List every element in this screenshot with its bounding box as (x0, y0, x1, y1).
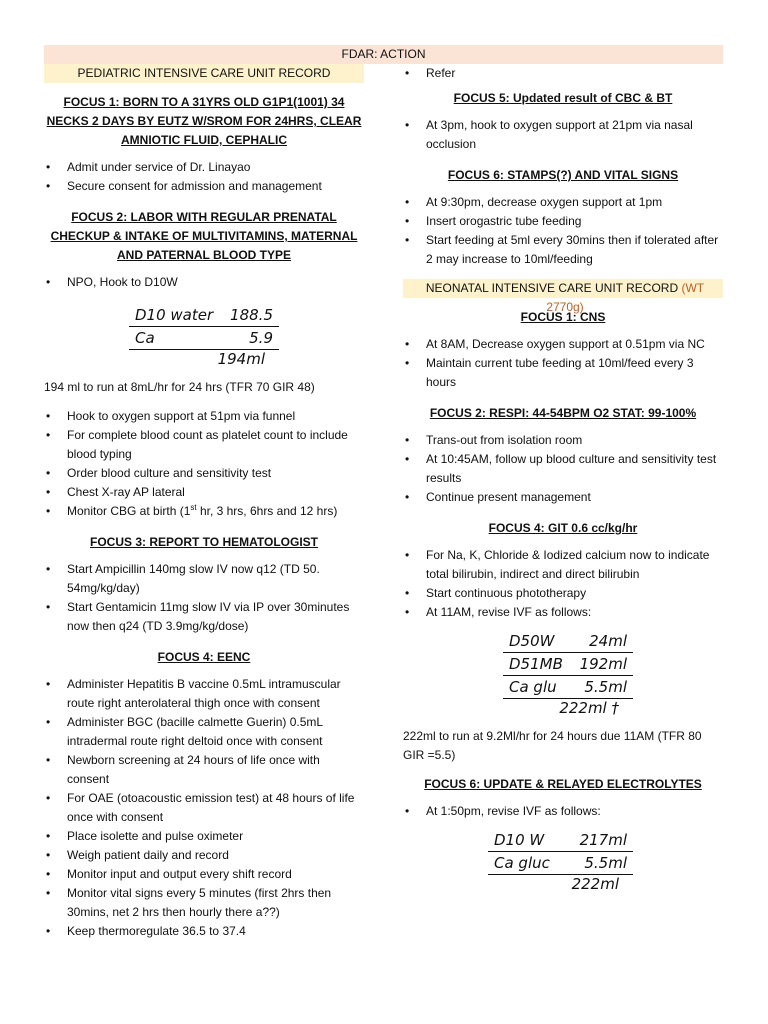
list-item: • Administer BGC (bacille calmette Guerin) 0.5mL intradermal route right deltoid once with consent (44, 713, 364, 751)
nicu-focus-2-list (403, 431, 723, 507)
hw-item-name: D50W (509, 632, 555, 650)
list-item: • Admit under service of Dr. Linayao (44, 158, 364, 177)
hw-item-amount: 188.5 (230, 306, 273, 324)
list-item: • Weigh patient daily and record (44, 846, 364, 865)
hw-total: 194ml (217, 350, 265, 368)
list-item: • Monitor vital signs every 5 minutes (first 2hrs then 30mins, net 2 hrs then hourly there a??) (44, 884, 364, 922)
left-column (44, 64, 364, 941)
hw-row (488, 829, 633, 852)
run-rate-note-1: 194 ml to run at 8mL/hr for 24 hrs (TFR 70 GIR 48) (44, 380, 315, 394)
focus-5-heading: FOCUS 5: Updated result of CBC & BT (453, 91, 673, 105)
focus-5-list (403, 116, 723, 154)
list-item: • Hook to oxygen support at 51pm via funnel (44, 407, 364, 426)
hw-item-amount: 217ml (579, 831, 627, 849)
hw-total: 222ml † (559, 699, 619, 717)
handwritten-ivf-table-2 (503, 630, 633, 719)
list-item: • At 1:50pm, revise IVF as follows: (403, 802, 723, 821)
list-item: • At 8AM, Decrease oxygen support at 0.51pm via NC (403, 335, 723, 354)
focus-2-list-a (44, 273, 364, 292)
cbg-list-item (44, 502, 364, 521)
hw-item-name: D10 water (135, 306, 214, 324)
list-item: • At 11AM, revise IVF as follows: (403, 603, 723, 622)
focus-4-list (44, 675, 364, 941)
focus-1-heading: FOCUS 1: BORN TO A 31YRS OLD G1P1(1001) 34 NECKS 2 DAYS BY EUTZ W/SROM FOR 24HRS, CLEAR AMNIOTIC FLUID, CEPHALIC (46, 95, 362, 147)
nicu-focus-6-heading: FOCUS 6: UPDATE & RELAYED ELECTROLYTES (424, 777, 702, 791)
hw-item-name: Ca (135, 329, 155, 347)
hw-row (488, 852, 633, 875)
hw-row (503, 676, 633, 699)
fdar-header: FDAR: ACTION (44, 45, 723, 64)
nicu-focus-1-heading: FOCUS 1: CNS (520, 310, 606, 324)
nicu-focus-2-heading: FOCUS 2: RESPI: 44-54BPM O2 STAT: 99-100% (429, 406, 697, 420)
hw-item-amount: 192ml (579, 655, 627, 673)
nicu-weight: (WT 2770g) (546, 281, 705, 314)
list-item: • At 3pm, hook to oxygen support at 21pm via nasal occlusion (403, 116, 723, 154)
focus-3-heading: FOCUS 3: REPORT TO HEMATOLOGIST (89, 535, 318, 549)
list-item: • Order blood culture and sensitivity test (44, 464, 364, 483)
hw-total: 222ml (571, 875, 619, 893)
list-item: • Start Ampicillin 140mg slow IV now q12 (TD 50. 54mg/kg/day) (44, 560, 364, 598)
list-item: • Keep thermoregulate 36.5 to 37.4 (44, 922, 364, 941)
list-item: • For OAE (otoacoustic emission test) at 48 hours of life once with consent (44, 789, 364, 827)
nicu-section-title (403, 279, 723, 314)
list-item: • Start continuous phototherapy (403, 584, 723, 603)
list-item: • For Na, K, Chloride & Iodized calcium now to indicate total bilirubin, indirect and direct bilirubin (403, 546, 723, 584)
hw-item-name: D51MB (509, 655, 563, 673)
hw-item-name: Ca glu (509, 678, 557, 696)
focus-2-list-b (44, 407, 364, 521)
focus-4-heading: FOCUS 4: EENC (157, 650, 251, 664)
focus-1-list (44, 158, 364, 196)
picu-section-title: PEDIATRIC INTENSIVE CARE UNIT RECORD (44, 64, 364, 83)
list-item: • Start feeding at 5ml every 30mins then if tolerated after 2 may increase to 10ml/feeding (403, 231, 723, 269)
list-item: • Place isolette and pulse oximeter (44, 827, 364, 846)
list-item: • Maintain current tube feeding at 10ml/feed every 3 hours (403, 354, 723, 392)
nicu-focus-6-list (403, 802, 723, 821)
list-item: • Secure consent for admission and management (44, 177, 364, 196)
list-item: • At 10:45AM, follow up blood culture and sensitivity test results (403, 450, 723, 488)
right-column (403, 64, 723, 899)
hw-row (129, 327, 279, 350)
list-item: • Newborn screening at 24 hours of life once with consent (44, 751, 364, 789)
list-item: • At 9:30pm, decrease oxygen support at 1pm (403, 193, 723, 212)
focus-6-heading: FOCUS 6: STAMPS(?) AND VITAL SIGNS (447, 168, 679, 182)
cbg-superscript: st (190, 503, 197, 512)
list-item: • For complete blood count as platelet count to include blood typing (44, 426, 364, 464)
handwritten-ivf-table-3 (488, 829, 633, 895)
list-item: • Insert orogastric tube feeding (403, 212, 723, 231)
hw-row (503, 653, 633, 676)
handwritten-ivf-table-1 (129, 304, 279, 370)
hw-item-amount: 24ml (589, 632, 627, 650)
list-item: • Trans-out from isolation room (403, 431, 723, 450)
list-item: • Monitor input and output every shift record (44, 865, 364, 884)
nicu-title: NEONATAL INTENSIVE CARE UNIT RECORD (425, 281, 679, 295)
cbg-text-post: hr, 3 hrs, 6hrs and 12 hrs) (196, 504, 338, 518)
nicu-focus-4-list (403, 546, 723, 622)
hw-item-name: D10 W (494, 831, 545, 849)
list-item: • NPO, Hook to D10W (44, 273, 364, 292)
list-item: • Continue present management (403, 488, 723, 507)
hw-row (129, 304, 279, 327)
focus-6-list (403, 193, 723, 269)
hw-row (503, 630, 633, 653)
list-item: • Start Gentamicin 11mg slow IV via IP over 30minutes now then q24 (TD 3.9mg/kg/dose) (44, 598, 364, 636)
focus-3-list (44, 560, 364, 636)
hw-item-amount: 5.9 (249, 329, 273, 347)
nicu-focus-1-list (403, 335, 723, 392)
hw-item-amount: 5.5ml (584, 678, 627, 696)
hw-item-amount: 5.5ml (584, 854, 627, 872)
nicu-focus-4-heading: FOCUS 4: GIT 0.6 cc/kg/hr (488, 521, 638, 535)
list-item: • Refer (403, 64, 723, 83)
list-item: • Administer Hepatitis B vaccine 0.5mL intramuscular route right anterolateral thigh once with consent (44, 675, 364, 713)
hw-item-name: Ca gluc (494, 854, 550, 872)
list-item: • Chest X-ray AP lateral (44, 483, 364, 502)
cbg-text-pre: Monitor CBG at birth (1 (67, 504, 191, 518)
refer-list (403, 64, 723, 83)
focus-2-heading: FOCUS 2: LABOR WITH REGULAR PRENATAL CHECKUP & INTAKE OF MULTIVITAMINS, MATERNAL AND PATERNAL BLOOD TYPE (50, 210, 358, 262)
run-rate-note-2: 222ml to run at 9.2Ml/hr for 24 hours due 11AM (TFR 80 GIR =5.5) (403, 729, 702, 762)
